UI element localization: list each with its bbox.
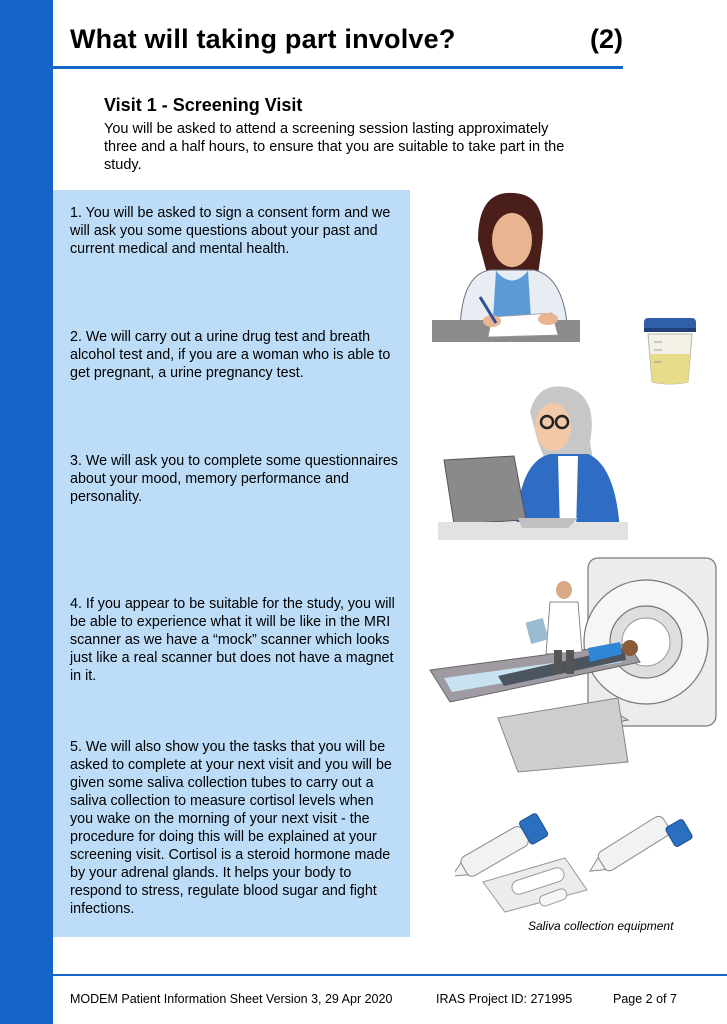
section-heading: Visit 1 - Screening Visit	[104, 95, 303, 115]
section-number: (2)	[590, 24, 623, 54]
title-divider	[53, 66, 623, 69]
saliva-equipment-illustration	[455, 800, 700, 915]
step-1: 1. You will be asked to sign a consent form and we will ask you some questions about your past and current medical and mental health.	[70, 205, 391, 257]
image-caption: Saliva collection equipment	[528, 919, 674, 933]
step-5: 5. We will also show you the tasks that you will be asked to complete at your next visit and you will be given some saliva collection tubes to carry out a saliva collection to measure cortisol levels when you wake on the morning of your next visit - the procedure for doing this will be explained at your screening visit. Cortisol is a steroid hormone made by your adrenal glands. It helps your body to respond to stress, regulate blood sugar and fight infections.	[70, 739, 392, 917]
step-4: 4. If you appear to be suitable for the study, you will be able to experience what it will be like in the MRI scanner as we have a “mock” scanner which looks just like a real scanner but does not have a magnet in it.	[70, 596, 395, 684]
mri-scanner-illustration	[428, 550, 720, 775]
footer-divider	[53, 974, 727, 976]
footer-page-number: Page 2 of 7	[613, 992, 677, 1006]
step-3: 3. We will ask you to complete some questionnaires about your mood, memory performance and personality.	[70, 453, 398, 505]
urine-cup-illustration	[640, 316, 700, 386]
step-2: 2. We will carry out a urine drug test and breath alcohol test and, if you are a woman who is able to get pregnant, a urine pregnancy test.	[70, 329, 391, 381]
page-title: What will taking part involve?	[70, 24, 456, 54]
footer-project-id: IRAS Project ID: 271995	[436, 992, 573, 1006]
footer-document-version: MODEM Patient Information Sheet Version 3, 29 Apr 2020	[70, 992, 393, 1006]
left-sidebar-bar	[0, 0, 53, 1024]
questionnaire-laptop-illustration	[438, 382, 628, 542]
section-intro: You will be asked to attend a screening session lasting approximately three and a half hours, to ensure that you are suitable to take part in the study.	[104, 121, 565, 173]
consent-form-illustration	[430, 185, 590, 345]
